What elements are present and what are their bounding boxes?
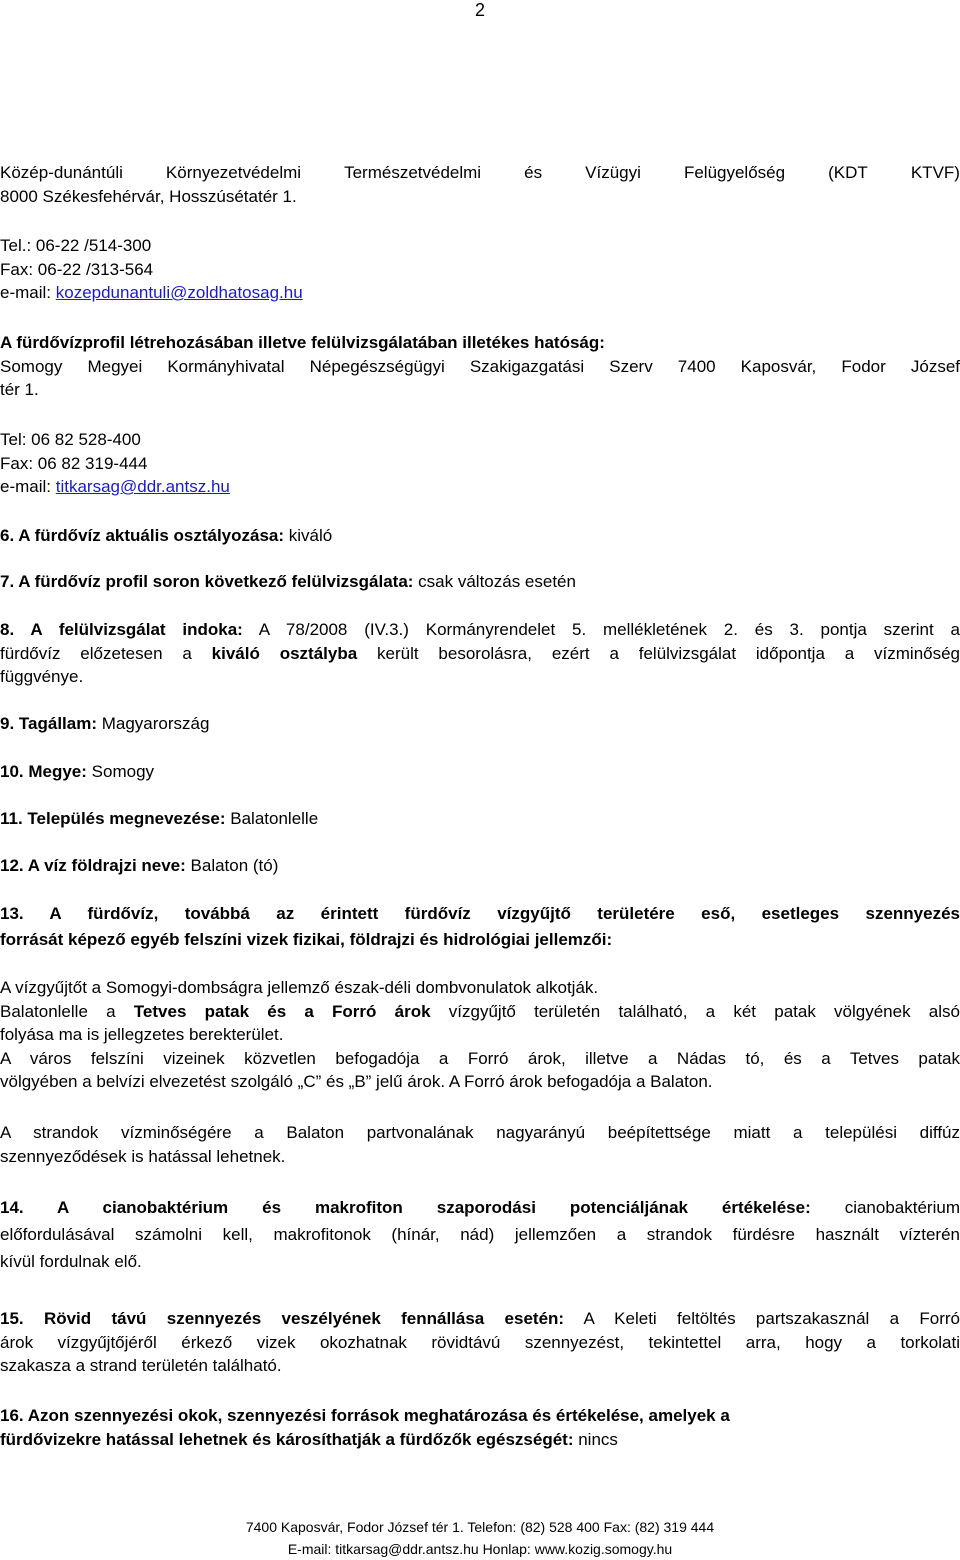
section-8-bold: kiváló osztályba <box>211 643 358 663</box>
authority-email-link[interactable]: kozepdunantuli@zoldhatosag.hu <box>55 283 303 302</box>
authority-name-line <box>0 161 960 185</box>
section-6-label: 6. A fürdővíz aktuális osztályozása: <box>0 526 285 545</box>
section-16-heading-line1: 16. Azon szennyezési okok, szennyezési források meghatározása és értékelése, amelyek a <box>0 1406 730 1425</box>
section-9-value: Magyarország <box>97 714 210 733</box>
section-12-value: Balaton (tó) <box>185 856 279 875</box>
authority-word: Közép-dunántúli <box>0 163 123 182</box>
section-8 <box>0 618 960 689</box>
profile-authority-email-line <box>0 475 960 499</box>
section-8-value: A 78/2008 (IV.3.) Kormányrendelet 5. mellékletének 2. és 3. pontja szerint a <box>242 620 960 639</box>
section-13-p4-line2: szennyeződések is hatással lehetnek. <box>0 1146 286 1166</box>
profile-authority-block <box>0 331 960 402</box>
profile-authority-heading: A fürdővízprofil létrehozásában illetve felülvizsgálatában illetékes hatóság: <box>0 333 605 352</box>
section-12 <box>0 854 960 878</box>
section-13-p2-bold: Tetves patak és a Forró árok <box>133 1001 431 1021</box>
section-13-p3-line1: A város felszíni vizeinek közvetlen befogadója a Forró árok, illetve a Nádas tó, és a Tetves patak <box>0 1048 960 1068</box>
section-8-text: fürdővíz előzetesen a <box>0 643 212 663</box>
email-label: e-mail: <box>0 283 56 302</box>
section-13-heading-line1: 13. A fürdővíz, továbbá az érintett fürdővíz vízgyűjtő területére eső, esetleges szennyezés <box>0 904 960 923</box>
authority-word: Környezetvédelmi <box>165 163 302 182</box>
section-13-heading-line2: forrását képező egyéb felszíni vizek fizikai, földrajzi és hidrológiai jellemzői: <box>0 930 613 949</box>
section-14-label: 14. A cianobaktérium és makrofiton szaporodási potenciáljának értékelése: <box>0 1198 811 1217</box>
section-15 <box>0 1307 960 1378</box>
authority-address: 8000 Székesfehérvár, Hosszúsétatér 1. <box>0 186 297 206</box>
authority-fax: Fax: 06-22 /313-564 <box>0 259 154 279</box>
section-15-label: 15. Rövid távú szennyezés veszélyének fennállása esetén: <box>0 1309 565 1328</box>
section-7 <box>0 570 960 594</box>
section-13-heading <box>0 901 960 953</box>
authority-email-line <box>0 281 960 305</box>
section-13-p2-line2: folyása ma is jellegzetes berekterület. <box>0 1025 284 1044</box>
section-16 <box>0 1404 960 1451</box>
section-16-heading-line2: fürdővizekre hatással lehetnek és károsíthatják a fürdőzők egészségét: <box>0 1429 574 1449</box>
profile-authority-tel: Tel: 06 82 528-400 <box>0 430 141 449</box>
section-14 <box>0 1194 960 1275</box>
profile-authority-email-link[interactable]: titkarsag@ddr.antsz.hu <box>55 477 230 496</box>
profile-authority-text: Somogy Megyei Kormányhivatal Népegészségügyi Szakigazgatási Szerv 7400 Kaposvár, Fodor József <box>0 356 960 376</box>
authority-word: Felügyelőség <box>683 163 786 182</box>
footer-contact: E-mail: titkarsag@ddr.antsz.hu Honlap: www.kozig.somogy.hu <box>287 1541 673 1557</box>
authority-word: és <box>524 163 543 182</box>
section-15-value: A Keleti feltöltés partszakasznál a Forró <box>564 1309 960 1328</box>
section-8-line3: függvénye. <box>0 667 84 686</box>
section-9 <box>0 712 960 736</box>
section-7-label: 7. A fürdővíz profil soron következő felülvizsgálata: <box>0 572 414 591</box>
section-13-p4 <box>0 1121 960 1168</box>
section-10 <box>0 760 960 784</box>
section-7-value: csak változás esetén <box>413 572 576 591</box>
section-6-value: kiváló <box>284 526 333 545</box>
authority-word: Természetvédelmi <box>344 163 482 182</box>
section-16-value: nincs <box>573 1429 618 1449</box>
section-13-p2-text: vízgyűjtő területén található, a két patak völgyének alsó <box>430 1001 960 1021</box>
authority-word: Vízügyi <box>585 163 641 182</box>
section-14-value: cianobaktérium <box>810 1198 960 1217</box>
profile-authority-fax: Fax: 06 82 319-444 <box>0 453 148 473</box>
authority-tel: Tel.: 06-22 /514-300 <box>0 236 152 255</box>
section-13-p3-line2: völgyében a belvízi elvezetést szolgáló „C” és „B” jelű árok. A Forró árok befogadója a Balaton. <box>0 1072 713 1091</box>
section-13-body <box>0 976 960 1094</box>
section-13-p4-line1: A strandok vízminőségére a Balaton partvonalának nagyarányú beépítettsége miatt a települési diffúz <box>0 1123 960 1142</box>
authority-block <box>0 161 960 208</box>
section-10-value: Somogy <box>86 762 155 781</box>
authority-word: (KDT <box>828 163 868 182</box>
profile-authority-contacts <box>0 428 960 499</box>
footer <box>0 1516 960 1560</box>
footer-address: 7400 Kaposvár, Fodor József tér 1. Telefon: (82) 528 400 Fax: (82) 319 444 <box>245 1519 715 1535</box>
section-8-text: került besorolásra, ezért a felülvizsgálat időpontja a vízminőség <box>357 643 960 663</box>
section-11-label: 11. Település megnevezése: <box>0 809 226 828</box>
section-12-label: 12. A víz földrajzi neve: <box>0 856 186 875</box>
section-15-line2: árok vízgyűjtőjéről érkező vizek okozhatnak rövidtávú szennyezést, tekintettel arra, hogy a torkolati <box>0 1332 960 1352</box>
page-number: 2 <box>474 0 485 20</box>
section-11-value: Balatonlelle <box>225 809 319 828</box>
section-8-label: 8. A felülvizsgálat indoka: <box>0 620 243 639</box>
section-14-line2: előfordulásával számolni kell, makrofitonok (hínár, nád) jellemzően a strandok fürdésre használt vízterén <box>0 1225 960 1244</box>
section-13-p2-text: Balatonlelle a <box>0 1001 134 1021</box>
section-9-label: 9. Tagállam: <box>0 714 97 733</box>
profile-authority-text-2: tér 1. <box>0 380 39 399</box>
authority-contacts <box>0 234 960 305</box>
email-label: e-mail: <box>0 477 56 496</box>
section-14-line3: kívül fordulnak elő. <box>0 1252 142 1271</box>
section-6 <box>0 524 960 548</box>
authority-word: KTVF) <box>910 163 960 182</box>
section-13-p1: A vízgyűjtőt a Somogyi-dombságra jellemző észak-déli dombvonulatok alkotják. <box>0 978 599 997</box>
section-11 <box>0 807 960 831</box>
section-15-line3: szakasza a strand területén található. <box>0 1356 282 1375</box>
section-10-label: 10. Megye: <box>0 762 87 781</box>
